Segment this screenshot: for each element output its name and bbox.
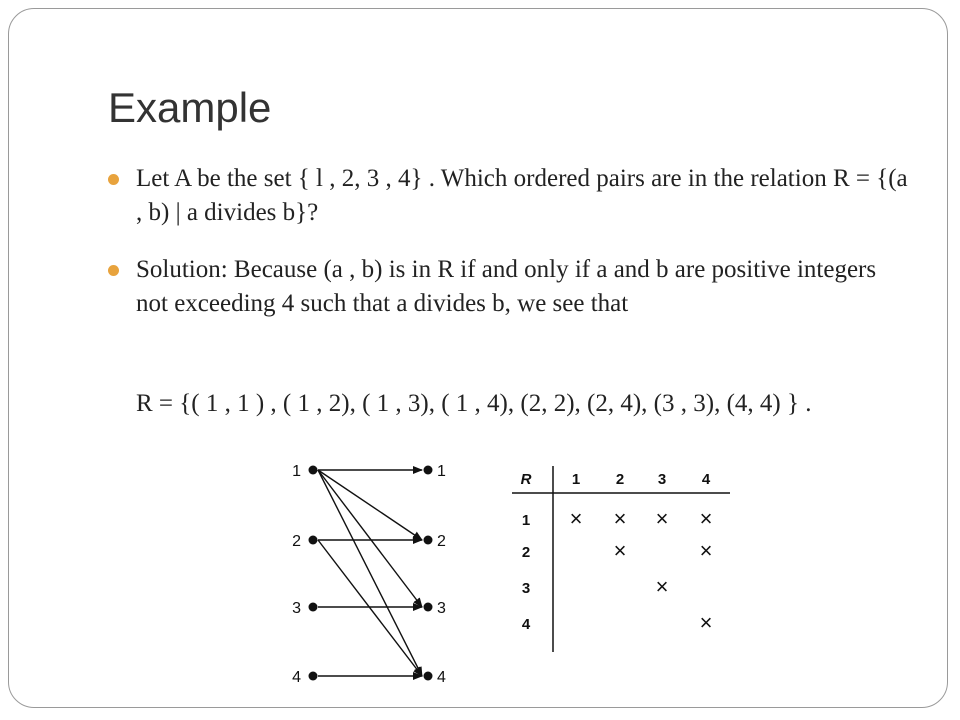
bullet-question-text: Let A be the set { l , 2, 3 , 4} . Which ordered pairs are in the relation R = {(a , b) | a divides b}? bbox=[136, 165, 908, 226]
table-row-header: 2 bbox=[521, 544, 531, 561]
bullet-solution-text: Solution: Because (a , b) is in R if and only if a and b are positive integers not exceeding 4 such that a divides b, we see that bbox=[136, 256, 877, 317]
table-mark-1-2: × bbox=[613, 506, 627, 531]
right-node-label: 1 bbox=[437, 463, 446, 480]
relation-set-text: R = {( 1 , 1 ) , ( 1 , 2), ( 1 , 3), ( 1 , 4), (2, 2), (2, 4), (3 , 3), (4, 4) } . bbox=[136, 390, 812, 417]
right-node-label: 2 bbox=[437, 533, 446, 550]
left-node-label: 3 bbox=[292, 600, 301, 617]
table-mark-1-3: × bbox=[655, 506, 669, 531]
table-corner-label: R bbox=[520, 471, 532, 488]
table-mark-2-2: × bbox=[613, 538, 627, 563]
slide-title: Example bbox=[108, 84, 272, 131]
table-mark-4-4: × bbox=[699, 610, 713, 635]
table-row-header: 1 bbox=[521, 512, 531, 529]
left-node-label: 2 bbox=[292, 533, 301, 550]
table-mark-3-3: × bbox=[655, 574, 669, 599]
table-row-header: 4 bbox=[521, 616, 531, 633]
right-node-label: 3 bbox=[437, 600, 446, 617]
table-row-header: 3 bbox=[521, 580, 531, 597]
bullet-dot-icon bbox=[108, 265, 119, 276]
table-mark-2-4: × bbox=[699, 538, 713, 563]
left-node-label: 1 bbox=[292, 463, 301, 480]
table-mark-1-1: × bbox=[569, 506, 583, 531]
table-col-header: 3 bbox=[657, 471, 667, 488]
right-node-label: 4 bbox=[437, 669, 446, 686]
table-mark-1-4: × bbox=[699, 506, 713, 531]
table-col-header: 4 bbox=[701, 471, 711, 488]
bullet-question bbox=[108, 162, 908, 230]
bullet-dot-icon bbox=[108, 174, 119, 185]
table-col-header: 1 bbox=[571, 471, 581, 488]
left-node-label: 4 bbox=[292, 669, 301, 686]
table-col-header: 2 bbox=[615, 471, 625, 488]
bullet-solution bbox=[108, 253, 908, 321]
